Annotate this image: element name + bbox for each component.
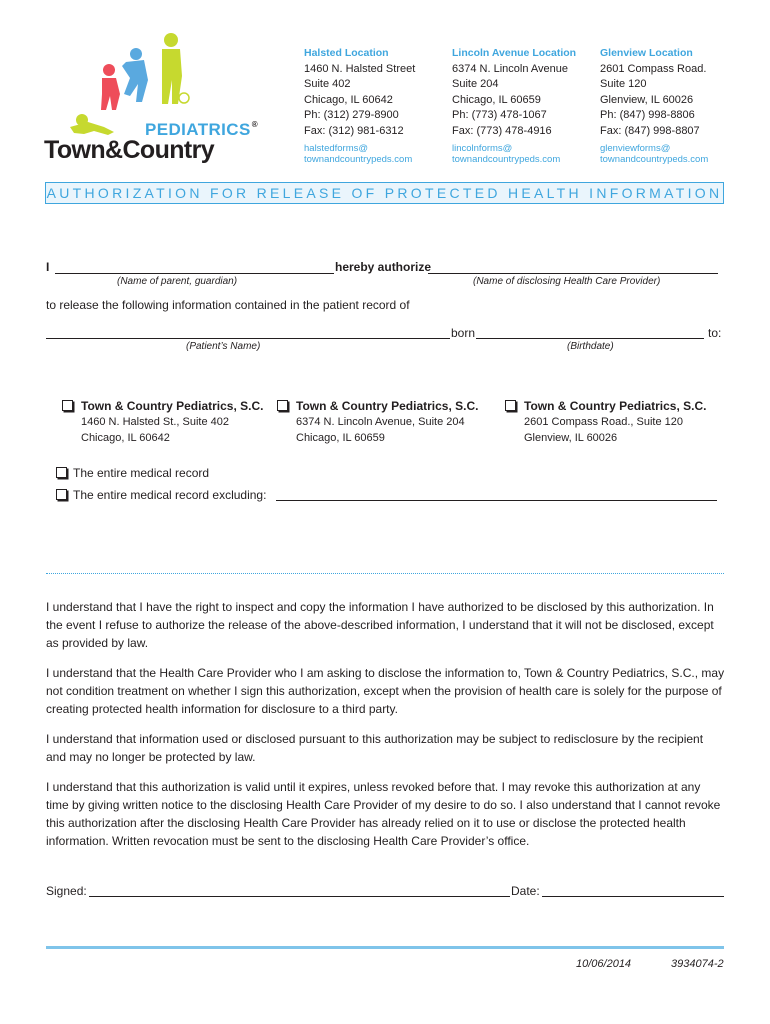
- signature-date-field[interactable]: [542, 896, 724, 897]
- office-option-glenview[interactable]: [505, 398, 706, 446]
- location-title: Halsted Location: [304, 47, 389, 59]
- location-address: 1460 N. Halsted Street: [304, 62, 416, 75]
- caption-birthdate: (Birthdate): [567, 341, 614, 352]
- location-city: Chicago, IL 60659: [452, 93, 541, 106]
- location-city: Chicago, IL 60642: [304, 93, 393, 106]
- option-label: The entire medical record excluding:: [73, 488, 267, 502]
- office-name: Town & Country Pediatrics, S.C.: [81, 399, 264, 413]
- paragraph-inspect-rights: I understand that I have the right to inspect and copy the information I have authorized to be disclosed by this authorization. In the event I refuse to authorize the release of the above-described information, I understand that it will not be disclosed, except as provided by law.: [46, 600, 714, 650]
- form-title-banner: AUTHORIZATION FOR RELEASE OF PROTECTED HEALTH INFORMATION: [45, 182, 724, 204]
- caption-patient: (Patient’s Name): [186, 341, 261, 352]
- checkbox[interactable]: [56, 467, 67, 478]
- location-fax: Fax: (847) 998-8807: [600, 124, 700, 137]
- label-to: to:: [708, 326, 722, 340]
- registered-mark: ®: [251, 120, 258, 129]
- release-text: to release the following information contained in the patient record of: [46, 298, 410, 312]
- location-email[interactable]: lincolnforms@: [452, 143, 513, 154]
- section-divider: [46, 573, 724, 574]
- footer-form-code: 3934074-2: [671, 958, 724, 970]
- location-title: Lincoln Avenue Location: [452, 47, 577, 59]
- location-address: 6374 N. Lincoln Avenue: [452, 62, 568, 75]
- office-address: 6374 N. Lincoln Avenue, Suite 204: [296, 416, 465, 428]
- office-name: Town & Country Pediatrics, S.C.: [296, 399, 479, 413]
- location-email-domain[interactable]: townandcountrypeds.com: [304, 154, 413, 165]
- location-phone: Ph: (773) 478-1067: [452, 109, 547, 121]
- logo-pediatrics-text: PEDIATRICS®: [145, 120, 258, 139]
- location-halsted: [304, 46, 454, 165]
- location-address: 2601 Compass Road.: [600, 62, 707, 75]
- logo-brand-text: Town&Country: [44, 136, 215, 164]
- office-city: Chicago, IL 60642: [81, 432, 170, 444]
- paragraph-redisclosure: I understand that information used or disclosed pursuant to this authorization may be subject to redisclosure by the recipient and may no longer be protected by law.: [46, 732, 704, 764]
- exclusions-field[interactable]: [276, 500, 717, 501]
- caption-provider: (Name of disclosing Health Care Provider): [473, 276, 661, 287]
- checkbox[interactable]: [505, 400, 516, 411]
- option-record-excluding[interactable]: [56, 488, 266, 502]
- birthdate-field[interactable]: [476, 338, 704, 339]
- paragraph-revocation: I understand that this authorization is valid until it expires, unless revoked before that. I may revoke this authorization at any time by giving written notice to the disclosing Health Care Provider of my desire to do so. I also understand that I cannot revoke this authorization after the disclosing Health Care Provider has already relied on it to use or disclose the protected health information. Written revocation must be sent to the disclosing Health Care Provider’s office.: [46, 780, 721, 848]
- office-name: Town & Country Pediatrics, S.C.: [524, 399, 707, 413]
- checkbox[interactable]: [56, 489, 67, 500]
- footer-date: 10/06/2014: [576, 958, 632, 970]
- location-suite: Suite 204: [452, 78, 499, 90]
- practice-logo: [44, 32, 274, 172]
- provider-name-field[interactable]: [428, 273, 718, 274]
- footer-rule: [46, 946, 724, 949]
- location-fax: Fax: (312) 981-6312: [304, 124, 404, 137]
- paragraph-no-condition: I understand that the Health Care Provider who I am asking to disclose the information to, Town & Country Pediatrics, S.C., may not condition treatment on whether I sign this authorization, except when the provision of health care is solely for the purpose of creating protected health information for disclosure to a third party.: [46, 666, 725, 716]
- patient-name-field[interactable]: [46, 338, 450, 339]
- location-phone: Ph: (312) 279-8900: [304, 109, 399, 121]
- label-signed: Signed:: [46, 884, 87, 898]
- option-label: The entire medical record: [73, 466, 210, 480]
- location-email-domain[interactable]: townandcountrypeds.com: [600, 154, 709, 165]
- label-hereby-authorize: hereby authorize: [335, 260, 432, 274]
- label-date: Date:: [511, 884, 540, 898]
- checkbox[interactable]: [277, 400, 288, 411]
- location-title: Glenview Location: [600, 47, 693, 59]
- location-suite: Suite 402: [304, 78, 351, 90]
- checkbox[interactable]: [62, 400, 73, 411]
- location-lincoln: [452, 46, 602, 165]
- location-email-domain[interactable]: townandcountrypeds.com: [452, 154, 561, 165]
- office-option-lincoln[interactable]: [277, 398, 478, 446]
- location-fax: Fax: (773) 478-4916: [452, 124, 552, 137]
- office-address: 2601 Compass Road., Suite 120: [524, 416, 683, 428]
- location-email[interactable]: halstedforms@: [304, 143, 369, 154]
- office-city: Glenview, IL 60026: [524, 432, 618, 444]
- office-address: 1460 N. Halsted St., Suite 402: [81, 416, 229, 428]
- label-i: I: [46, 260, 50, 274]
- location-glenview: [600, 46, 750, 165]
- office-city: Chicago, IL 60659: [296, 432, 385, 444]
- office-option-halsted[interactable]: [62, 398, 263, 446]
- label-born: born: [451, 326, 476, 340]
- caption-parent: (Name of parent, guardian): [117, 276, 238, 287]
- location-city: Glenview, IL 60026: [600, 93, 694, 106]
- option-entire-record[interactable]: [56, 466, 209, 480]
- location-phone: Ph: (847) 998-8806: [600, 109, 695, 121]
- location-suite: Suite 120: [600, 78, 647, 90]
- location-email[interactable]: glenviewforms@: [600, 143, 671, 154]
- signature-field[interactable]: [89, 896, 510, 897]
- parent-name-field[interactable]: [55, 273, 334, 274]
